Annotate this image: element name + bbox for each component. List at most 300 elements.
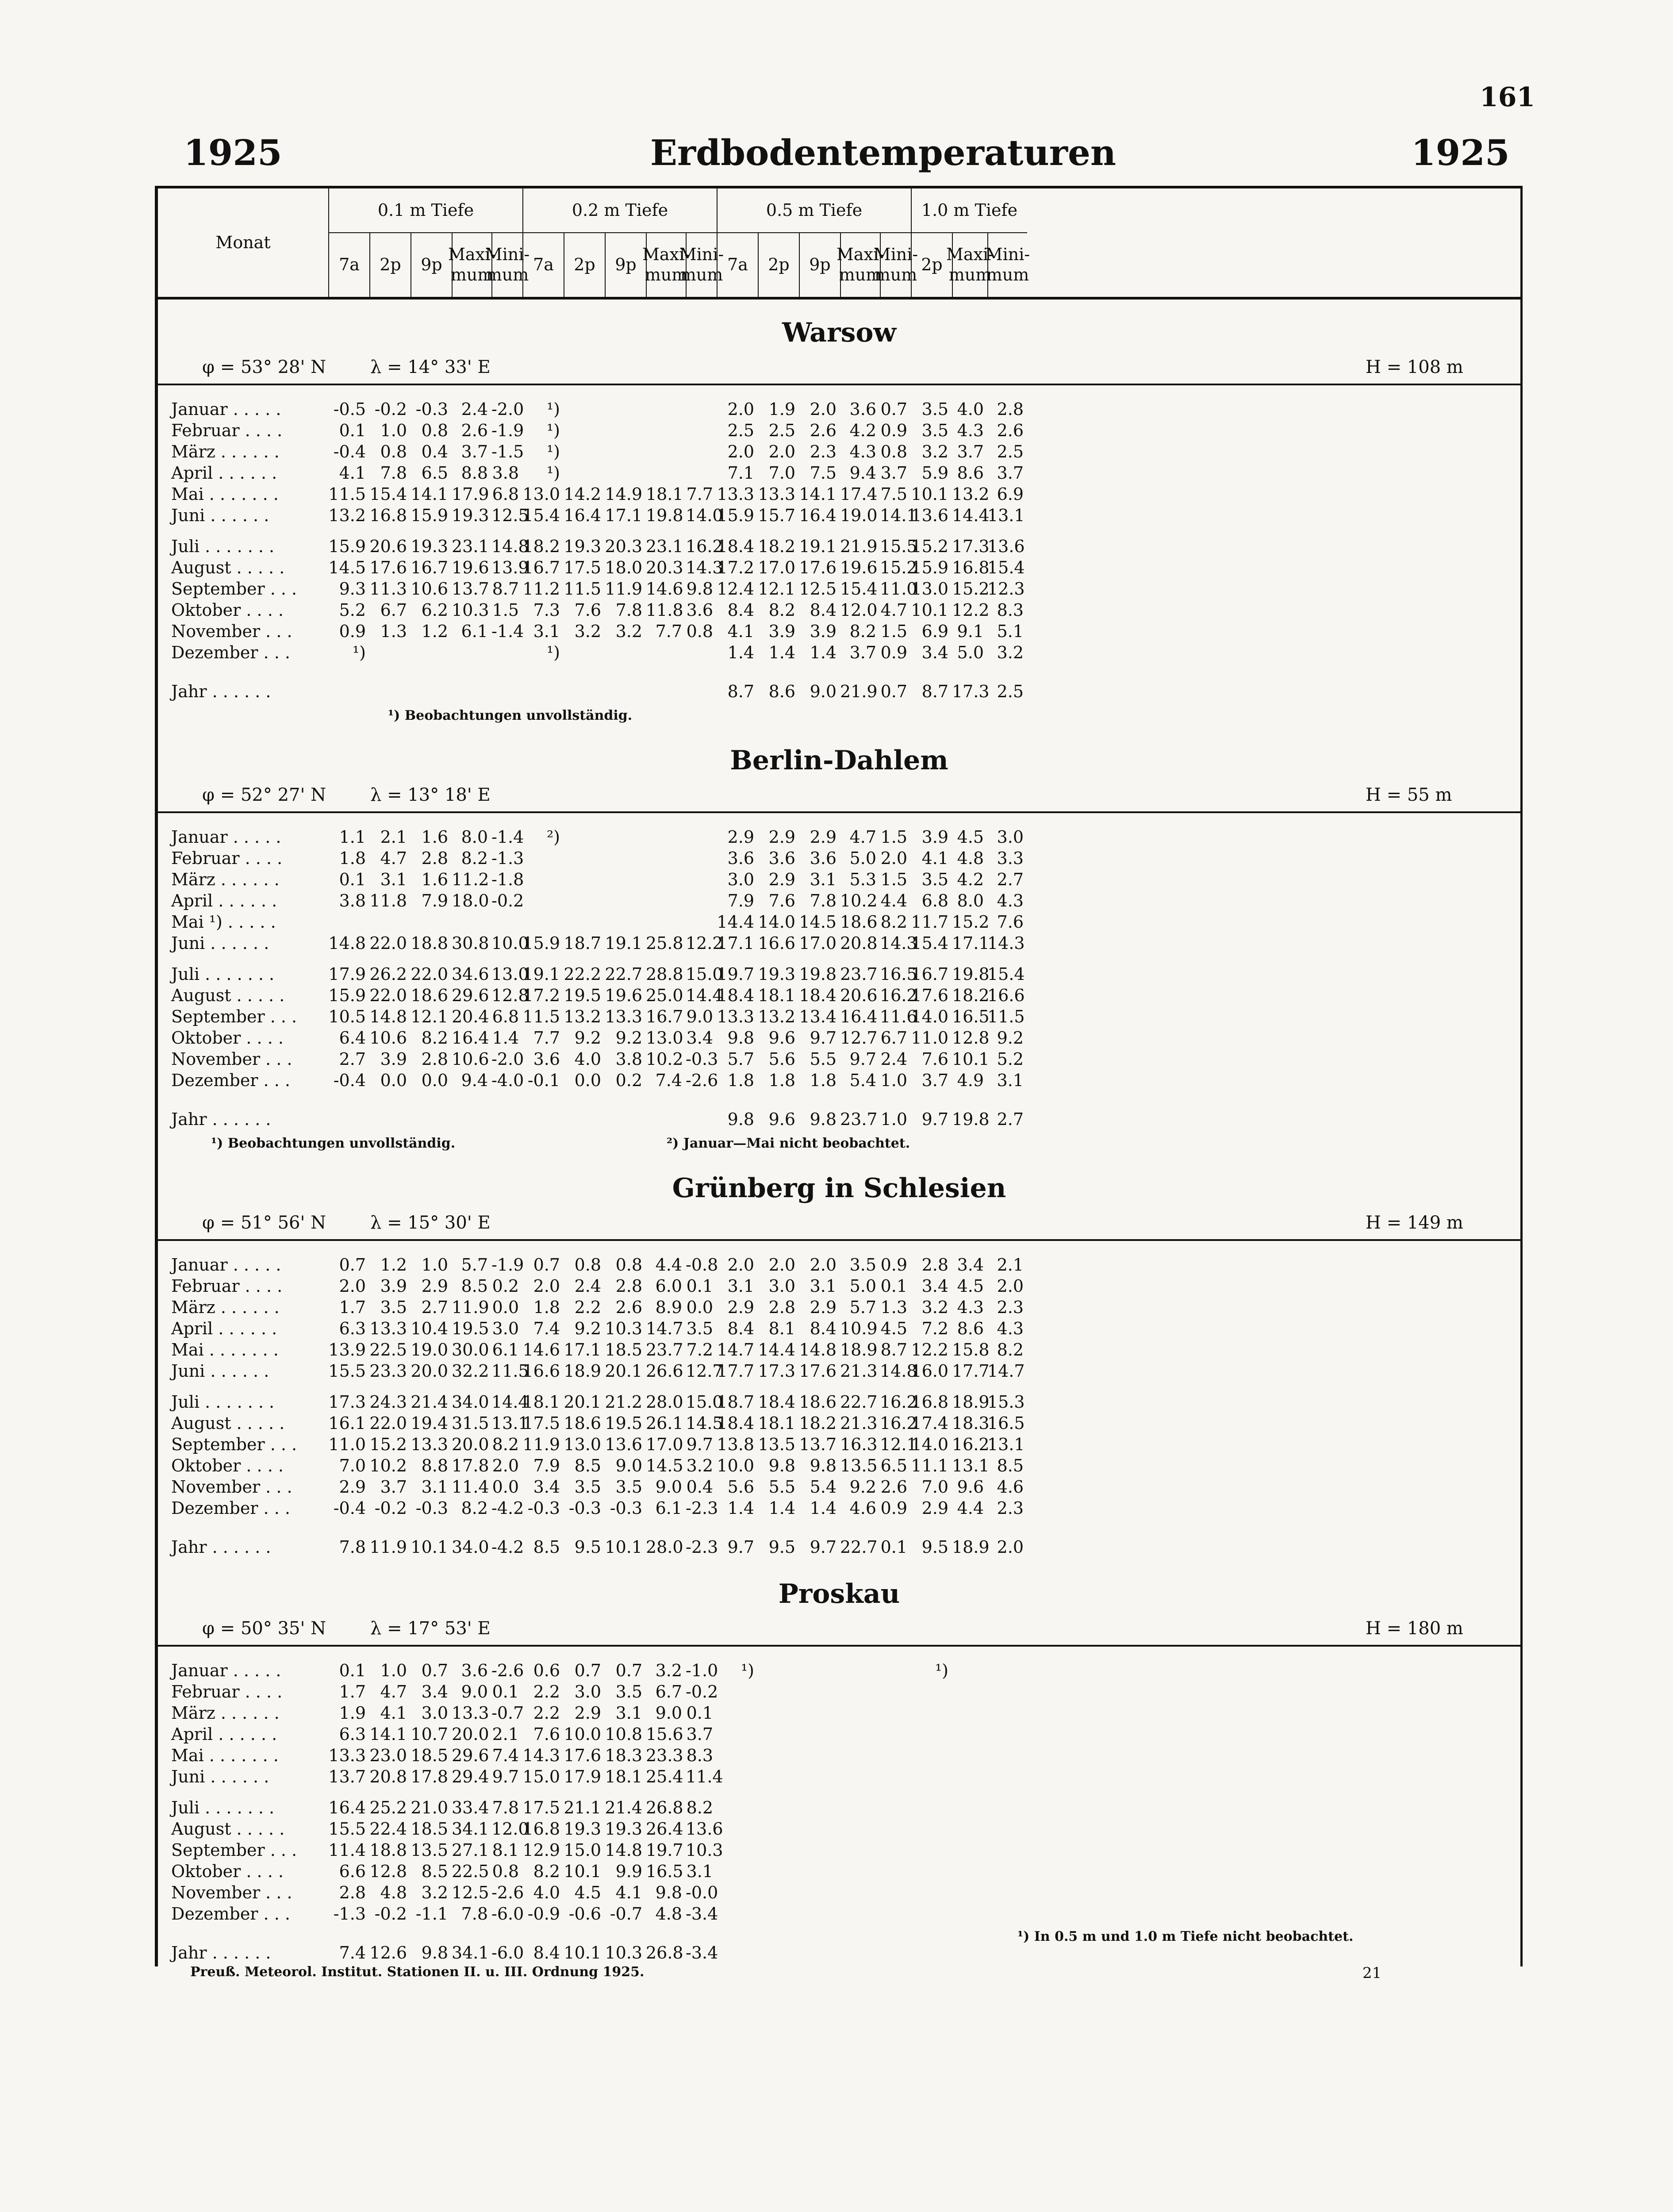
table-cell: 12.1: [758, 579, 795, 599]
table-cell: 0.1: [880, 1537, 907, 1557]
table-cell: 0.2: [615, 1071, 642, 1090]
table-cell: 28.8: [646, 964, 683, 984]
table-cell: 3.3: [997, 849, 1024, 868]
table-cell: 2.5: [727, 421, 754, 440]
table-cell: 13.3: [717, 1007, 754, 1026]
month-label: August . . . . .: [171, 1819, 285, 1839]
table-cell: [522, 869, 564, 890]
table-cell: 15.4: [522, 506, 560, 525]
table-cell: 4.1: [339, 463, 366, 483]
table-row: [158, 1536, 1520, 1561]
table-cell: ¹): [546, 643, 560, 662]
table-cell: 10.1: [564, 1943, 601, 1962]
table-cell: 8.0: [957, 891, 984, 910]
table-cell: 0.0: [421, 1071, 448, 1090]
table-cell: [605, 681, 646, 705]
table-row: [158, 1391, 1520, 1413]
table-cell: 20.0: [452, 1724, 489, 1744]
table-cell: 8.9: [655, 1298, 682, 1317]
table-cell: [911, 1702, 952, 1724]
table-cell: 5.0: [849, 1276, 876, 1296]
table-cell: [686, 420, 717, 441]
table-cell: 0.0: [492, 1298, 519, 1317]
table-row: [158, 399, 1520, 420]
table-cell: 15.4: [987, 558, 1025, 577]
table-cell: 9.8: [686, 579, 713, 599]
table-cell: [452, 642, 491, 663]
table-cell: 28.0: [646, 1392, 683, 1412]
table-cell: -4.2: [491, 1498, 524, 1518]
table-cell: 16.5: [987, 1413, 1025, 1433]
table-cell: 9.5: [768, 1537, 795, 1557]
table-cell: 2.3: [997, 1498, 1024, 1518]
table-cell: [646, 681, 686, 705]
table-cell: [952, 1942, 987, 1966]
table-cell: 15.9: [328, 986, 366, 1005]
table-row: [158, 484, 1520, 505]
table-row: [158, 933, 1520, 954]
table-cell: 16.7: [522, 558, 560, 577]
station-footnote: [158, 705, 1520, 727]
table-cell: 12.7: [840, 1028, 878, 1048]
col-max: Maxi-mum: [646, 233, 686, 297]
table-row: [158, 621, 1520, 642]
table-row: [158, 1745, 1520, 1766]
depth-header-0-1: 0.1 m Tiefe: [328, 188, 522, 233]
table-cell: 2.6: [880, 1477, 907, 1497]
table-cell: 22.0: [369, 933, 407, 953]
table-cell: 26.1: [646, 1413, 683, 1433]
table-cell: 2.9: [421, 1276, 448, 1296]
table-cell: 9.2: [615, 1028, 642, 1048]
table-cell: -0.2: [686, 1682, 718, 1701]
table-cell: [987, 1702, 1027, 1724]
table-cell: 19.8: [646, 506, 683, 525]
table-cell: 24.3: [369, 1392, 407, 1412]
year-left: 1925: [184, 132, 282, 173]
table-cell: -1.8: [491, 870, 524, 889]
table-cell: 13.8: [717, 1435, 754, 1454]
table-cell: 6.9: [997, 484, 1024, 504]
table-cell: [564, 1109, 605, 1133]
table-cell: 12.0: [840, 600, 878, 620]
table-cell: 15.0: [522, 1767, 560, 1786]
table-cell: 9.8: [727, 1028, 754, 1048]
col-min: Mini-mum: [686, 233, 717, 297]
table-cell: 8.7: [727, 682, 754, 701]
table-cell: 4.5: [574, 1883, 601, 1902]
table-cell: 14.4: [686, 986, 723, 1005]
column-header: [158, 186, 1520, 300]
table-cell: 14.0: [686, 506, 723, 525]
table-cell: 17.7: [717, 1361, 754, 1381]
table-cell: 0.1: [339, 870, 366, 889]
table-cell: 8.7: [921, 682, 948, 701]
table-cell: 2.8: [921, 1255, 948, 1275]
table-cell: 7.8: [461, 1904, 488, 1924]
table-cell: 12.3: [987, 579, 1025, 599]
table-cell: [758, 1818, 799, 1839]
station-coordinates: [158, 780, 1520, 813]
table-cell: -1.4: [491, 827, 524, 847]
table-cell: 17.6: [799, 558, 836, 577]
table-cell: 12.7: [686, 1361, 723, 1381]
table-cell: 1.4: [727, 643, 754, 662]
table-cell: 34.6: [452, 964, 489, 984]
table-cell: 2.0: [492, 1456, 519, 1475]
table-cell: 7.6: [921, 1049, 948, 1069]
table-cell: 10.1: [952, 1049, 990, 1069]
table-cell: [605, 420, 646, 441]
table-cell: [452, 911, 491, 933]
table-cell: 0.0: [686, 1298, 713, 1317]
table-cell: 13.1: [491, 1413, 529, 1433]
col-2p: 2p: [911, 233, 952, 297]
table-cell: 4.8: [655, 1904, 682, 1924]
table-cell: 4.0: [957, 399, 984, 419]
table-cell: [758, 1724, 799, 1745]
table-cell: 14.1: [369, 1724, 407, 1744]
table-cell: 19.8: [952, 964, 990, 984]
table-cell: 10.9: [840, 1319, 878, 1338]
table-cell: [987, 1660, 1027, 1681]
table-cell: 15.3: [987, 1392, 1025, 1412]
table-cell: 1.3: [380, 622, 407, 641]
table-cell: 0.7: [533, 1255, 560, 1275]
table-cell: 0.7: [880, 399, 907, 419]
table-cell: 21.9: [840, 682, 878, 701]
month-label: Februar . . . .: [171, 849, 283, 868]
table-cell: [717, 1818, 758, 1839]
table-row: [158, 1942, 1520, 1966]
table-cell: 8.4: [533, 1943, 560, 1962]
table-cell: 12.2: [911, 1340, 948, 1359]
table-cell: 4.0: [533, 1883, 560, 1902]
table-cell: 3.0: [492, 1319, 519, 1338]
table-cell: 9.8: [810, 1456, 836, 1475]
table-cell: 13.3: [369, 1319, 407, 1338]
table-cell: [605, 869, 646, 890]
table-cell: 18.4: [717, 986, 754, 1005]
table-cell: 2.8: [421, 1049, 448, 1069]
col-7a: 7a: [522, 233, 564, 297]
table-cell: 8.4: [810, 1319, 836, 1338]
table-cell: 29.4: [452, 1767, 489, 1786]
table-cell: [717, 1861, 758, 1882]
table-cell: 8.2: [849, 622, 876, 641]
table-cell: 1.0: [880, 1071, 907, 1090]
table-cell: 2.0: [768, 442, 795, 461]
table-cell: 16.8: [369, 506, 407, 525]
table-cell: [987, 1724, 1027, 1745]
table-cell: [564, 642, 605, 663]
table-cell: -1.3: [333, 1904, 366, 1924]
table-cell: 10.2: [369, 1456, 407, 1475]
table-cell: 2.7: [997, 870, 1024, 889]
table-cell: 10.1: [911, 600, 948, 620]
table-cell: 10.5: [328, 1007, 366, 1026]
table-cell: [717, 1942, 758, 1966]
table-cell: 14.4: [491, 1392, 529, 1412]
table-cell: 15.4: [987, 964, 1025, 984]
table-cell: 16.4: [564, 506, 601, 525]
table-cell: 3.7: [957, 442, 984, 461]
table-cell: ¹): [546, 399, 560, 419]
table-cell: 22.0: [369, 1413, 407, 1433]
table-cell: [605, 848, 646, 869]
table-cell: -6.0: [491, 1943, 524, 1962]
table-cell: 1.8: [533, 1298, 560, 1317]
table-cell: 7.3: [533, 600, 560, 620]
table-cell: 3.8: [492, 463, 519, 483]
table-cell: 2.3: [810, 442, 836, 461]
station-footnote: [158, 1133, 1520, 1155]
table-cell: 3.4: [921, 643, 948, 662]
table-cell: 18.9: [564, 1361, 601, 1381]
col-9p: 9p: [799, 233, 840, 297]
table-cell: 7.4: [533, 1319, 560, 1338]
month-label: Februar . . . .: [171, 1682, 283, 1701]
table-cell: [911, 1745, 952, 1766]
table-cell: [911, 1861, 952, 1882]
table-cell: -0.3: [415, 399, 448, 419]
table-cell: [564, 681, 605, 705]
table-cell: 5.7: [461, 1255, 488, 1275]
table-cell: 4.1: [727, 622, 754, 641]
table-cell: 10.6: [452, 1049, 489, 1069]
month-label: August . . . . .: [171, 1413, 285, 1433]
table-cell: 12.4: [717, 579, 754, 599]
table-cell: [369, 681, 411, 705]
table-cell: [605, 399, 646, 420]
table-cell: 6.8: [492, 1007, 519, 1026]
table-cell: 3.2: [921, 1298, 948, 1317]
table-cell: 1.5: [880, 827, 907, 847]
table-cell: 19.7: [717, 964, 754, 984]
table-row: [158, 1498, 1520, 1519]
table-cell: [911, 1797, 952, 1818]
table-cell: 6.5: [880, 1456, 907, 1475]
table-cell: 3.1: [997, 1071, 1024, 1090]
table-cell: [686, 826, 717, 848]
table-cell: 18.6: [799, 1392, 836, 1412]
table-cell: [452, 1109, 491, 1133]
table-cell: 3.4: [421, 1682, 448, 1701]
table-cell: 18.2: [522, 537, 560, 556]
table-cell: 7.8: [492, 1798, 519, 1817]
table-cell: 18.7: [717, 1392, 754, 1412]
table-row: [158, 1455, 1520, 1476]
table-cell: 16.2: [880, 1392, 917, 1412]
table-cell: 17.7: [952, 1361, 990, 1381]
table-cell: [952, 1818, 987, 1839]
table-cell: [328, 911, 369, 933]
table-cell: [686, 1109, 717, 1133]
table-cell: 23.7: [840, 1110, 878, 1129]
table-cell: 3.5: [849, 1255, 876, 1275]
table-cell: 2.1: [492, 1724, 519, 1744]
table-row: [158, 441, 1520, 462]
table-cell: [758, 1882, 799, 1903]
footer-source: Preuß. Meteorol. Institut. Stationen II. u. III. Ordnung 1925.: [190, 1964, 645, 1980]
table-cell: [840, 1702, 880, 1724]
table-cell: [799, 1903, 840, 1924]
table-cell: 14.6: [646, 579, 683, 599]
month-label: März . . . . . .: [171, 442, 280, 461]
table-cell: -0.0: [686, 1883, 718, 1902]
month-label: August . . . . .: [171, 986, 285, 1005]
table-cell: [369, 642, 411, 663]
table-cell: 10.1: [564, 1862, 601, 1881]
table-cell: [564, 826, 605, 848]
table-cell: 21.9: [840, 537, 878, 556]
month-label: März . . . . . .: [171, 1703, 280, 1723]
table-cell: 1.0: [380, 421, 407, 440]
table-cell: 11.7: [911, 912, 948, 932]
col-min: Mini-mum: [880, 233, 911, 297]
table-cell: 2.5: [997, 442, 1024, 461]
table-cell: 9.7: [921, 1110, 948, 1129]
table-cell: 6.8: [492, 484, 519, 504]
table-cell: -0.8: [686, 1255, 718, 1275]
table-cell: 2.7: [339, 1049, 366, 1069]
table-cell: -1.5: [491, 442, 524, 461]
station-coordinates: [158, 1208, 1520, 1241]
month-label: Mai ¹) . . . . .: [171, 912, 276, 932]
table-cell: -2.3: [686, 1537, 718, 1557]
table-cell: [605, 462, 646, 484]
table-cell: 8.1: [492, 1840, 519, 1860]
table-cell: 3.0: [421, 1703, 448, 1723]
table-cell: 3.1: [810, 1276, 836, 1296]
page-title: Erdbodentemperaturen: [650, 132, 1117, 173]
table-cell: 13.9: [328, 1340, 366, 1359]
table-cell: 4.4: [655, 1255, 682, 1275]
table-cell: 2.2: [533, 1703, 560, 1723]
table-cell: 18.0: [605, 558, 642, 577]
table-cell: 3.6: [810, 849, 836, 868]
table-cell: 1.0: [421, 1255, 448, 1275]
table-cell: 26.8: [646, 1943, 683, 1962]
table-cell: -2.6: [491, 1661, 524, 1680]
table-cell: 13.6: [686, 1819, 723, 1839]
table-cell: 1.1: [339, 827, 366, 847]
table-cell: 4.4: [880, 891, 907, 910]
table-cell: 26.6: [646, 1361, 683, 1381]
table-cell: 2.9: [768, 870, 795, 889]
table-cell: 0.9: [339, 622, 366, 641]
table-cell: 9.2: [574, 1319, 601, 1338]
table-cell: 16.4: [328, 1798, 366, 1817]
table-cell: 0.0: [380, 1071, 407, 1090]
table-row: [158, 1109, 1520, 1133]
table-cell: 2.6: [810, 421, 836, 440]
table-row: [158, 1681, 1520, 1702]
table-row: [158, 1818, 1520, 1839]
table-cell: 20.8: [369, 1767, 407, 1786]
footnote-incomplete: ¹) Beobachtungen unvollständig.: [388, 708, 633, 723]
table-row: [158, 1070, 1520, 1091]
table-cell: 3.4: [921, 1276, 948, 1296]
table-cell: 9.0: [461, 1682, 488, 1701]
table-row: [158, 1413, 1520, 1434]
table-cell: 0.8: [421, 421, 448, 440]
table-cell: 6.1: [461, 622, 488, 641]
table-cell: 12.2: [952, 600, 990, 620]
table-cell: -6.0: [491, 1904, 524, 1924]
table-cell: 12.5: [799, 579, 836, 599]
table-cell: 15.4: [840, 579, 878, 599]
month-label: Mai . . . . . . .: [171, 484, 279, 504]
table-cell: 4.7: [849, 827, 876, 847]
table-cell: 12.1: [411, 1007, 448, 1026]
depth-header-0-5: 0.5 m Tiefe: [717, 188, 911, 233]
table-cell: 16.3: [840, 1435, 878, 1454]
table-cell: 13.3: [605, 1007, 642, 1026]
table-cell: 9.0: [810, 682, 836, 701]
table-row: [158, 557, 1520, 578]
table-cell: [605, 441, 646, 462]
table-cell: 11.2: [522, 579, 560, 599]
height-label: H = 180 m: [1366, 1618, 1463, 1639]
table-cell: 7.8: [615, 600, 642, 620]
table-cell: 0.8: [380, 442, 407, 461]
table-cell: [758, 1839, 799, 1861]
table-cell: 18.1: [605, 1767, 642, 1786]
table-cell: 17.9: [452, 484, 489, 504]
month-label: Juni . . . . . .: [171, 506, 269, 525]
table-cell: [605, 826, 646, 848]
table-cell: 10.1: [605, 1537, 642, 1557]
table-row: [158, 1903, 1520, 1924]
table-row: [158, 1275, 1520, 1297]
table-cell: 9.8: [655, 1883, 682, 1902]
table-row: [158, 890, 1520, 911]
table-cell: 7.0: [339, 1456, 366, 1475]
table-cell: 12.9: [522, 1840, 560, 1860]
table-cell: [411, 1109, 452, 1133]
table-cell: 23.3: [646, 1746, 683, 1765]
table-cell: 9.8: [768, 1456, 795, 1475]
month-label: Februar . . . .: [171, 1276, 283, 1296]
table-cell: 15.2: [911, 537, 948, 556]
table-cell: 2.1: [380, 827, 407, 847]
table-cell: -0.9: [527, 1904, 560, 1924]
table-cell: 17.8: [452, 1456, 489, 1475]
table-cell: 13.3: [411, 1435, 448, 1454]
table-cell: 17.3: [328, 1392, 366, 1412]
month-label: Jahr . . . . . .: [171, 1943, 271, 1962]
table-cell: [911, 1681, 952, 1702]
table-cell: 3.5: [615, 1477, 642, 1497]
table-cell: 26.2: [369, 964, 407, 984]
table-cell: [758, 1681, 799, 1702]
table-cell: [717, 1797, 758, 1818]
table-cell: 3.9: [380, 1049, 407, 1069]
table-cell: [987, 1903, 1027, 1924]
table-cell: 34.0: [452, 1392, 489, 1412]
table-cell: 19.3: [452, 506, 489, 525]
table-cell: 13.0: [646, 1028, 683, 1048]
table-cell: 2.9: [810, 827, 836, 847]
table-cell: [840, 1818, 880, 1839]
table-cell: 2.3: [997, 1298, 1024, 1317]
table-cell: 32.2: [452, 1361, 489, 1381]
table-row: [158, 1797, 1520, 1818]
table-cell: -0.3: [415, 1498, 448, 1518]
table-cell: 2.8: [421, 849, 448, 868]
table-cell: 18.2: [952, 986, 990, 1005]
